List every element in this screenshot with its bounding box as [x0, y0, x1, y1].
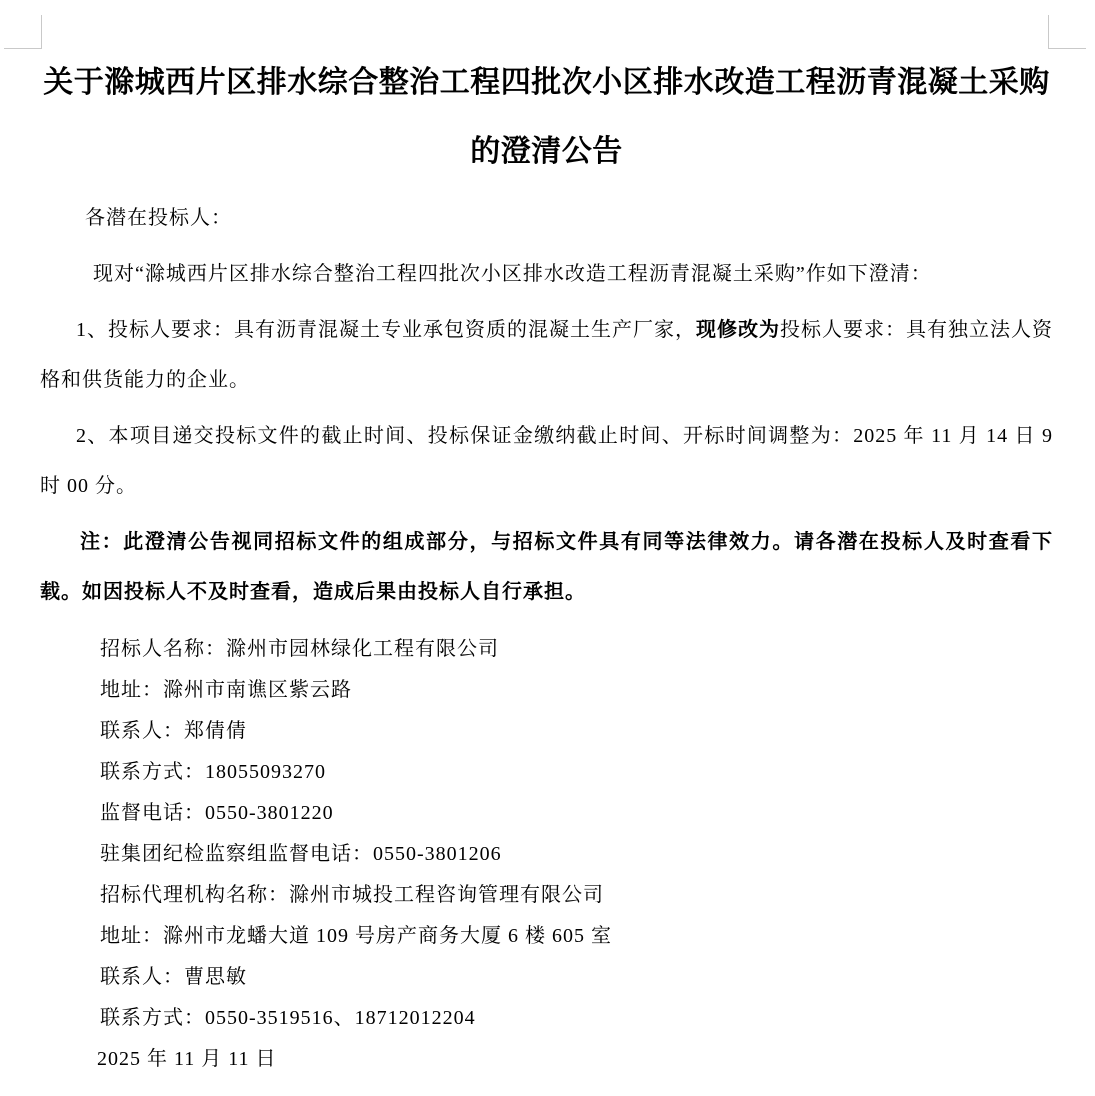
intro-paragraph: 现对“滁城西片区排水综合整治工程四批次小区排水改造工程沥青混凝土采购”作如下澄清：: [93, 263, 932, 285]
tenderer-address-line: 地址：滁州市南谯区紫云路: [100, 679, 352, 701]
announcement-date: 2025 年 11 月 11 日: [97, 1048, 277, 1070]
clarification-item-2: 2、本项目递交投标文件的截止时间、投标保证金缴纳截止时间、开标时间调整为：2025 年 11 月 14 日 9 时 00 分。: [40, 425, 1053, 497]
agency-address-line: 地址：滁州市龙蟠大道 109 号房产商务大厦 6 楼 605 室: [100, 925, 612, 947]
tenderer-contact-person-line: 联系人：郑倩倩: [100, 720, 247, 742]
contact-info-block: [40, 629, 1053, 1080]
item1-text-after: 投标人要求：具有独立法人资格和供货能力的企业。: [40, 319, 1053, 391]
announcement-body: [40, 193, 1053, 617]
page-title-line-1: 关于滁城西片区排水综合整治工程四批次小区排水改造工程沥青混凝土采购: [43, 66, 1050, 99]
item1-modified-emphasis: 现修改为: [696, 319, 780, 341]
salutation: 各潜在投标人：: [85, 207, 232, 229]
page-title: [40, 48, 1053, 186]
tenderer-contact-phone-line: 联系方式：18055093270: [100, 761, 326, 783]
margin-corner-mark-top-left: [4, 15, 42, 49]
agency-contact-phone-line: 联系方式：0550-3519516、18712012204: [100, 1007, 476, 1029]
supervision-phone-line: 监督电话：0550-3801220: [100, 802, 334, 824]
agency-name-line: 招标代理机构名称：滁州市城投工程咨询管理有限公司: [100, 884, 604, 906]
tenderer-name-line: 招标人名称：滁州市园林绿化工程有限公司: [100, 638, 499, 660]
page-title-line-2: 的澄清公告: [470, 135, 623, 168]
note-paragraph: 注：此澄清公告视同招标文件的组成部分，与招标文件具有同等法律效力。请各潜在投标人及时查看下载。如因投标人不及时查看，造成后果由投标人自行承担。: [40, 531, 1053, 603]
item1-text-before: 1、投标人要求：具有沥青混凝土专业承包资质的混凝土生产厂家，: [76, 319, 696, 341]
discipline-inspection-phone-line: 驻集团纪检监察组监督电话：0550-3801206: [100, 843, 502, 865]
clarification-item-1: [40, 305, 1053, 405]
margin-corner-mark-top-right: [1048, 15, 1086, 49]
agency-contact-person-line: 联系人：曹思敏: [100, 966, 247, 988]
